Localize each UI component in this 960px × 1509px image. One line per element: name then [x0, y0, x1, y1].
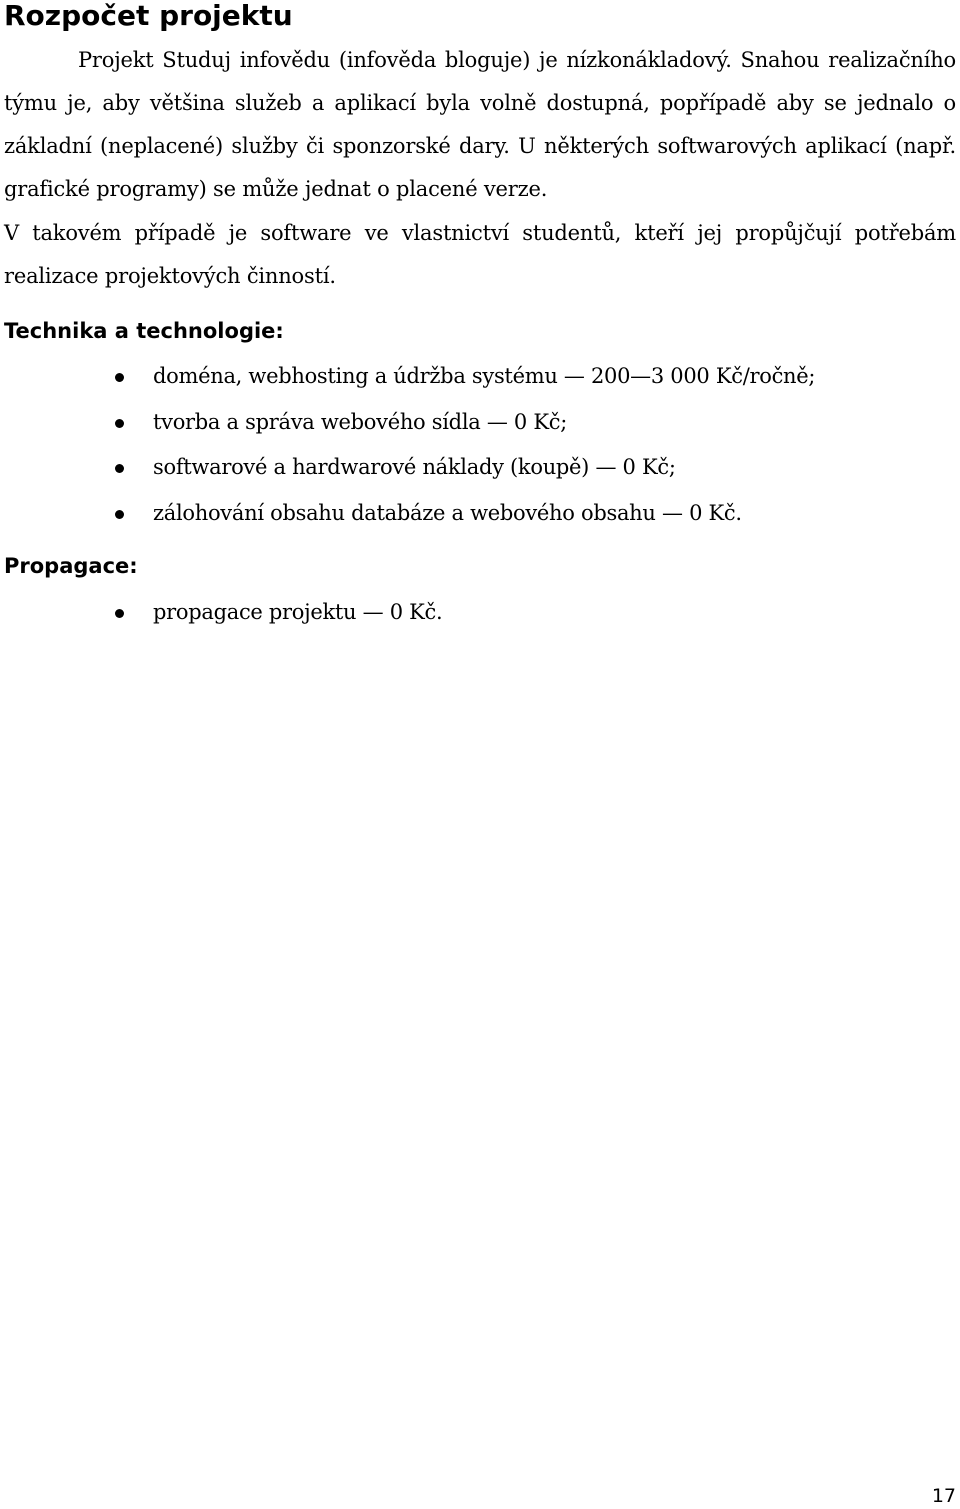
list-item-text: zálohování obsahu databáze a webového obsahu — 0 Kč.: [153, 500, 742, 525]
list-item-text: propagace projektu — 0 Kč.: [153, 600, 443, 624]
list-item-text: doména, webhosting a údržba systému — 200—3 000 Kč/ročně;: [153, 364, 816, 388]
bullet-icon: [115, 373, 124, 382]
page-title: Rozpočet projektu: [4, 0, 293, 32]
bullet-icon: [115, 609, 124, 618]
intro-paragraph: Projekt Studuj infovědu (infověda bloguje) je nízkonákladový. Snahou realizačního týmu je, aby většina služeb a aplikací byla volně dostupná, popřípadě aby se jednalo o základní (neplacené) služby či sponzorské dary. U některých softwarových aplikací (např. grafické programy) se může jednat o placené verze.: [4, 48, 956, 201]
bullet-icon: [115, 419, 124, 428]
section-heading-propagace: Propagace:: [4, 554, 138, 578]
section-heading-technika: Technika a technologie:: [4, 319, 284, 343]
page-number: 17: [931, 1485, 956, 1507]
ownership-paragraph: V takovém případě je software ve vlastnictví studentů, kteří jej propůjčují potřebám realizace projektových činností.: [4, 221, 956, 288]
list-item-text: softwarové a hardwarové náklady (koupě) — 0 Kč;: [153, 455, 676, 479]
list-item-text: tvorba a správa webového sídla — 0 Kč;: [153, 409, 567, 434]
bullet-icon: [115, 464, 124, 473]
bullet-icon: [115, 510, 124, 519]
